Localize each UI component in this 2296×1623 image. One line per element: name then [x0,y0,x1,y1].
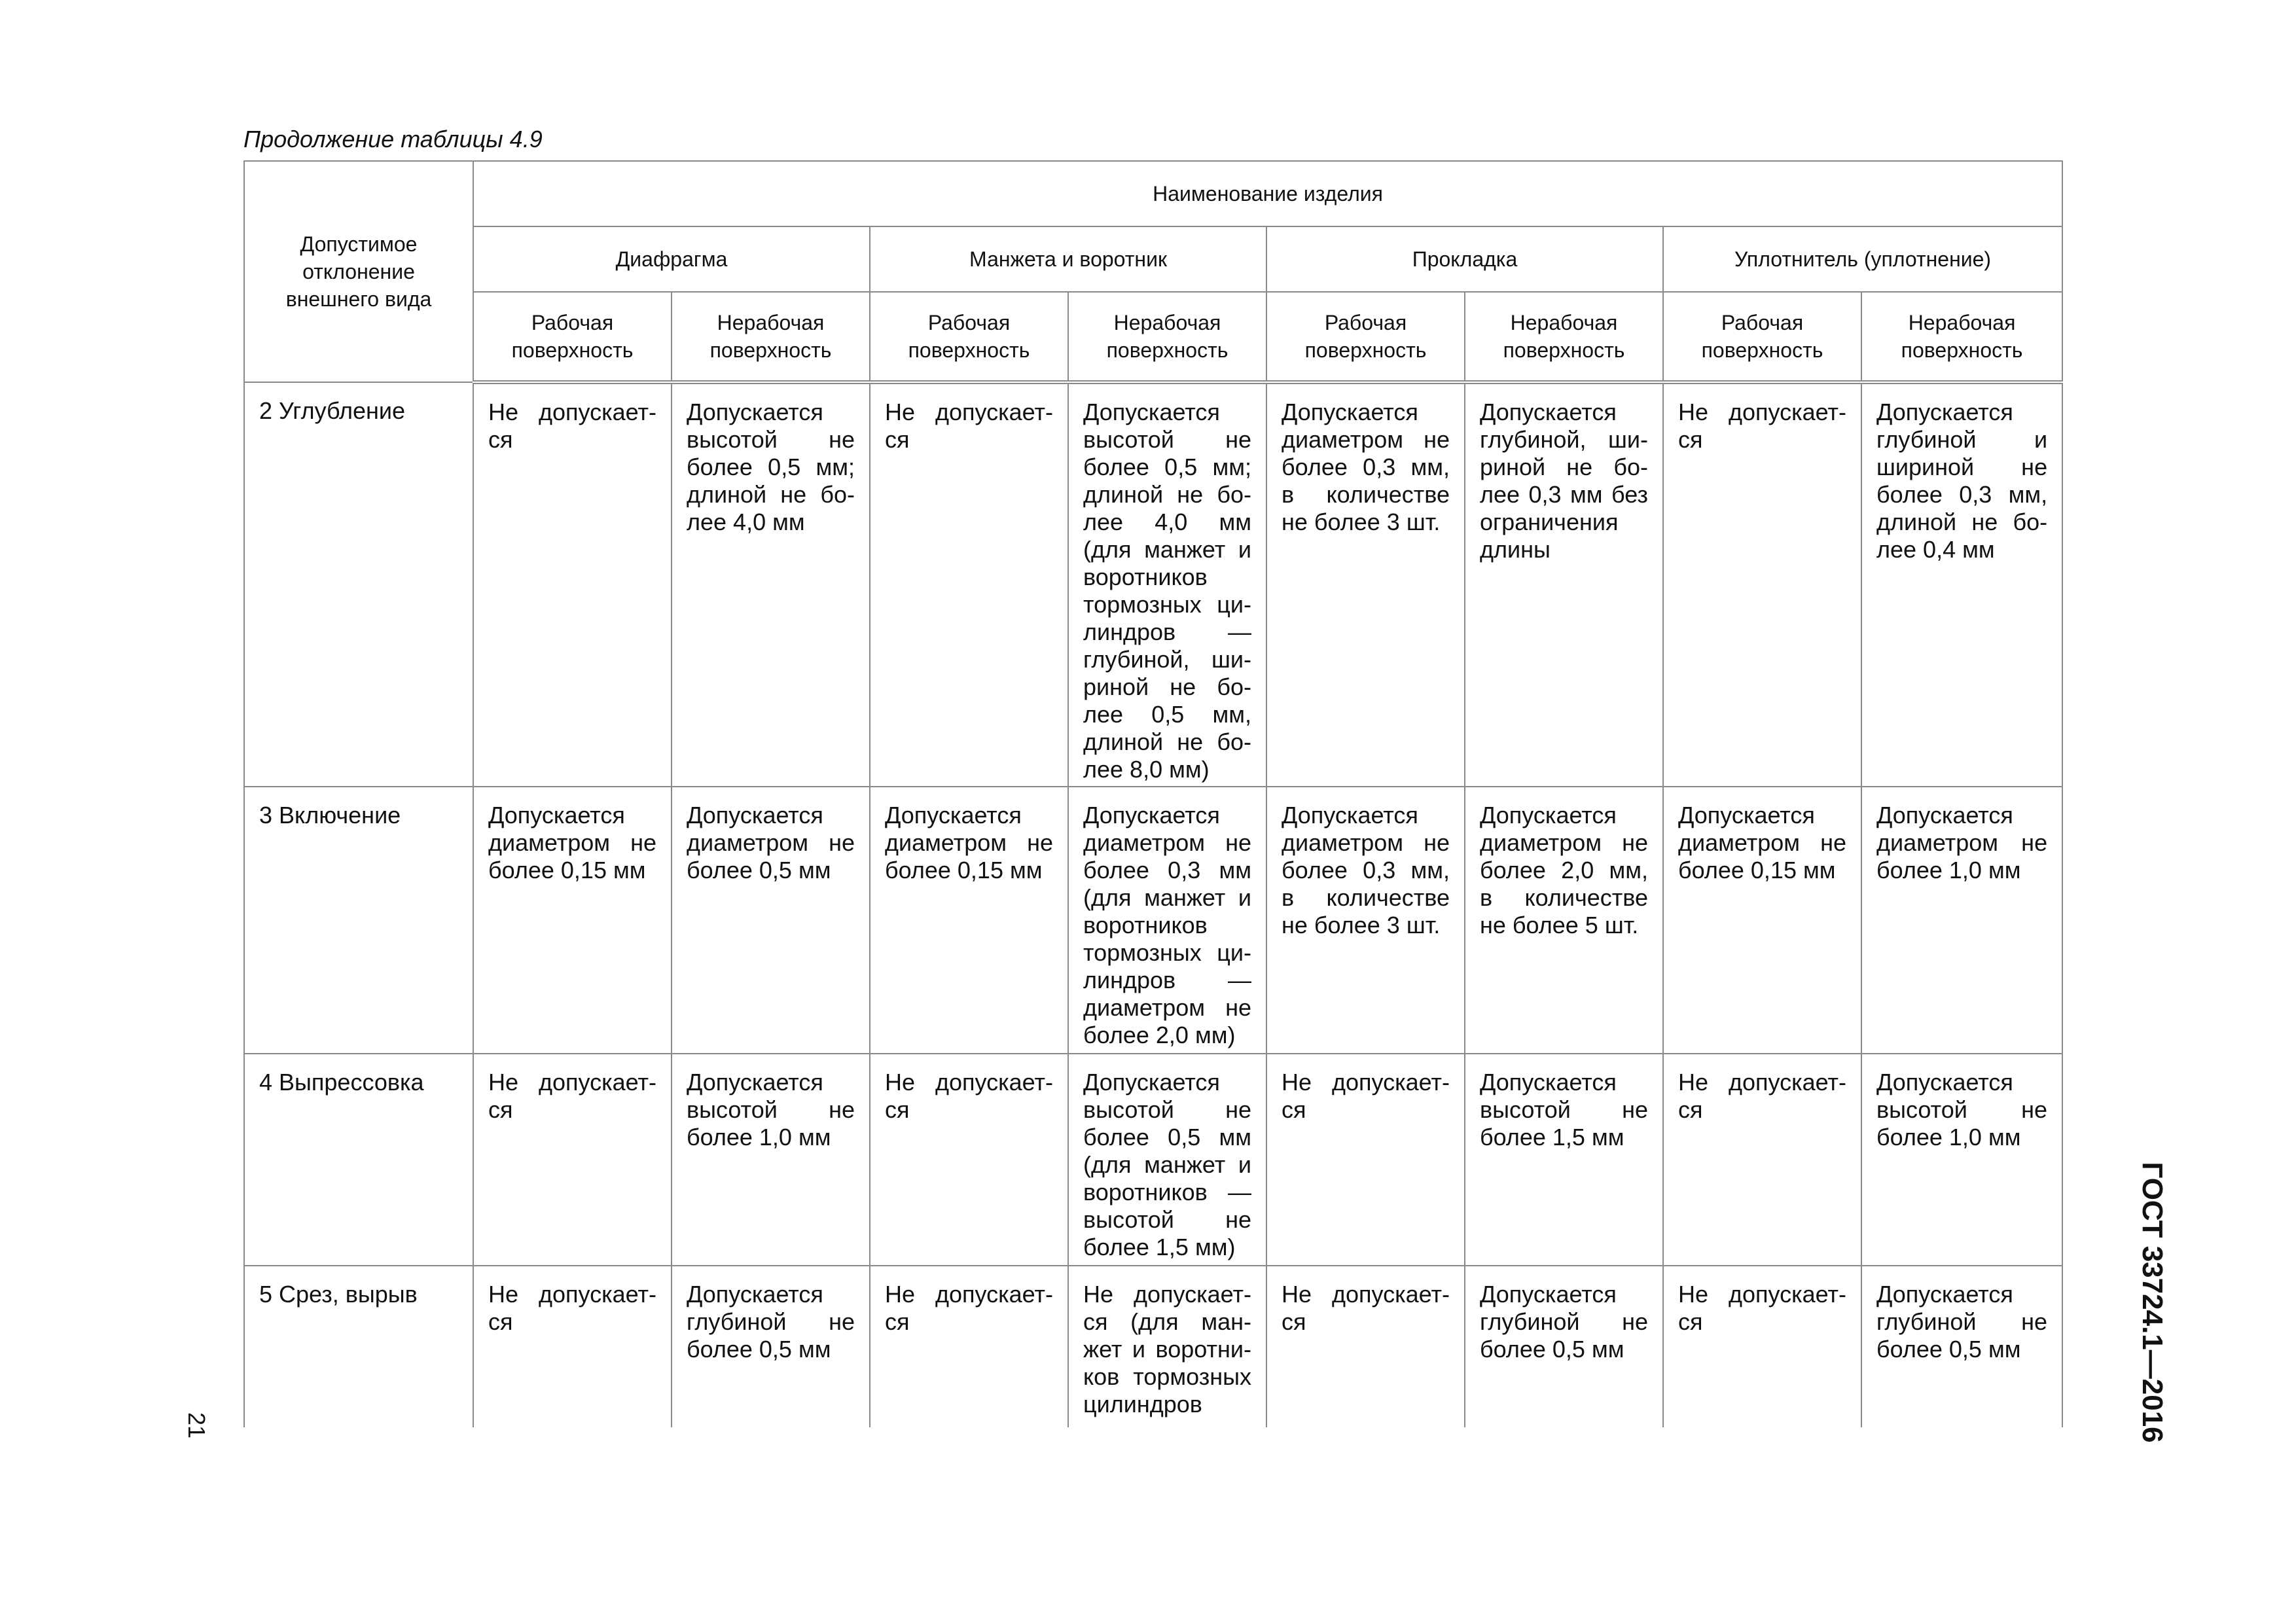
header-product: Прокладка [1266,226,1663,292]
table-cell: Допускается диаметром не более 1,0 мм [1861,787,2062,1054]
page-number [183,1406,209,1445]
table-cell: Допускается диаметром не более 0,15 мм [1663,787,1861,1054]
table-cell: Допускается глубиной не более 0,5 мм [672,1266,870,1427]
header-product: Уплотнитель (уплотнение) [1663,226,2062,292]
header-surface: Нерабочая поверхность [1465,292,1663,382]
table-cell: Допускается диаметром не более 0,5 мм [672,787,870,1054]
table-cell: Не допускает-ся (для ман-жет и воротни-ков тормозных цилиндров [1068,1266,1266,1427]
header-surface: Нерабочая поверхность [1068,292,1266,382]
table-cell: Не допускает-ся [1266,1054,1465,1266]
table-row [244,382,2062,787]
table-cell: Не допускает-ся [1266,1266,1465,1427]
table-cell: Допускается диаметром не более 0,15 мм [473,787,672,1054]
table-cell: Допускается высотой не более 1,0 мм [672,1054,870,1266]
table-cell: Допускается высотой не более 1,5 мм [1465,1054,1663,1266]
deviation-cell: 2 Углубление [244,382,473,787]
table-cell: Допускается глубиной и шириной не более 0,3 мм, длиной не бо-лее 0,4 мм [1861,382,2062,787]
table-row [244,1266,2062,1427]
table-cell: Допускается диаметром не более 0,3 мм (для манжет и воротников тормозных ци-линдров — диаметром не более 2,0 мм) [1068,787,1266,1054]
header-surface: Рабочая поверхность [1663,292,1861,382]
table-cell: Не допускает-ся [1663,1054,1861,1266]
table-cell: Не допускает-ся [473,1266,672,1427]
table-cell: Допускается глубиной не более 0,5 мм [1861,1266,2062,1427]
page-number-text: 21 [183,1412,210,1439]
header-surface: Рабочая поверхность [473,292,672,382]
table-row [244,1054,2062,1266]
table-row [244,787,2062,1054]
table-cell: Допускается глубиной, ши-риной не бо-лее 0,3 мм без ограничения длины [1465,382,1663,787]
deviation-cell: 4 Выпрессовка [244,1054,473,1266]
header-product: Манжета и воротник [870,226,1266,292]
table-cell: Допускается высотой не более 0,5 мм; длиной не бо-лее 4,0 мм [672,382,870,787]
table-cell: Не допускает-ся [870,1054,1068,1266]
table-cell: Не допускает-ся [473,1054,672,1266]
table-cell: Допускается диаметром не более 0,3 мм, в количестве не более 3 шт. [1266,382,1465,787]
table-caption: Продолжение таблицы 4.9 [243,126,543,152]
header-deviation: Допустимое отклонение внешнего вида [244,161,473,382]
table-cell: Не допускает-ся [1663,1266,1861,1427]
header-surface: Нерабочая поверхность [1861,292,2062,382]
table-cell: Допускается глубиной не более 0,5 мм [1465,1266,1663,1427]
defects-table [243,160,2063,1427]
table-cell: Допускается высотой не более 0,5 мм; длиной не бо-лее 4,0 мм (для манжет и воротников тормозных ци-линдров — глубиной, ши-риной не бо-лее 0,5 мм, длиной не бо-лее 8,0 мм) [1068,382,1266,787]
header-surface: Рабочая поверхность [1266,292,1465,382]
table-cell: Не допускает-ся [1663,382,1861,787]
deviation-cell: 5 Срез, вырыв [244,1266,473,1427]
table-cell: Не допускает-ся [870,382,1068,787]
header-surface: Нерабочая поверхность [672,292,870,382]
table-cell: Не допускает-ся [473,382,672,787]
header-product-name: Наименование изделия [473,161,2062,226]
deviation-cell: 3 Включение [244,787,473,1054]
standard-designation-text: ГОСТ 33724.1—2016 [2136,1162,2168,1443]
table-cell: Допускается высотой не более 1,0 мм [1861,1054,2062,1266]
table-cell: Не допускает-ся [870,1266,1068,1427]
table-cell: Допускается диаметром не более 2,0 мм, в количестве не более 5 шт. [1465,787,1663,1054]
table-cell: Допускается диаметром не более 0,15 мм [870,787,1068,1054]
header-product: Диафрагма [473,226,870,292]
table-cell: Допускается диаметром не более 0,3 мм, в количестве не более 3 шт. [1266,787,1465,1054]
table-cell: Допускается высотой не более 0,5 мм (для манжет и воротников — высотой не более 1,5 мм) [1068,1054,1266,1266]
header-surface: Рабочая поверхность [870,292,1068,382]
standard-designation [2136,1162,2168,1443]
